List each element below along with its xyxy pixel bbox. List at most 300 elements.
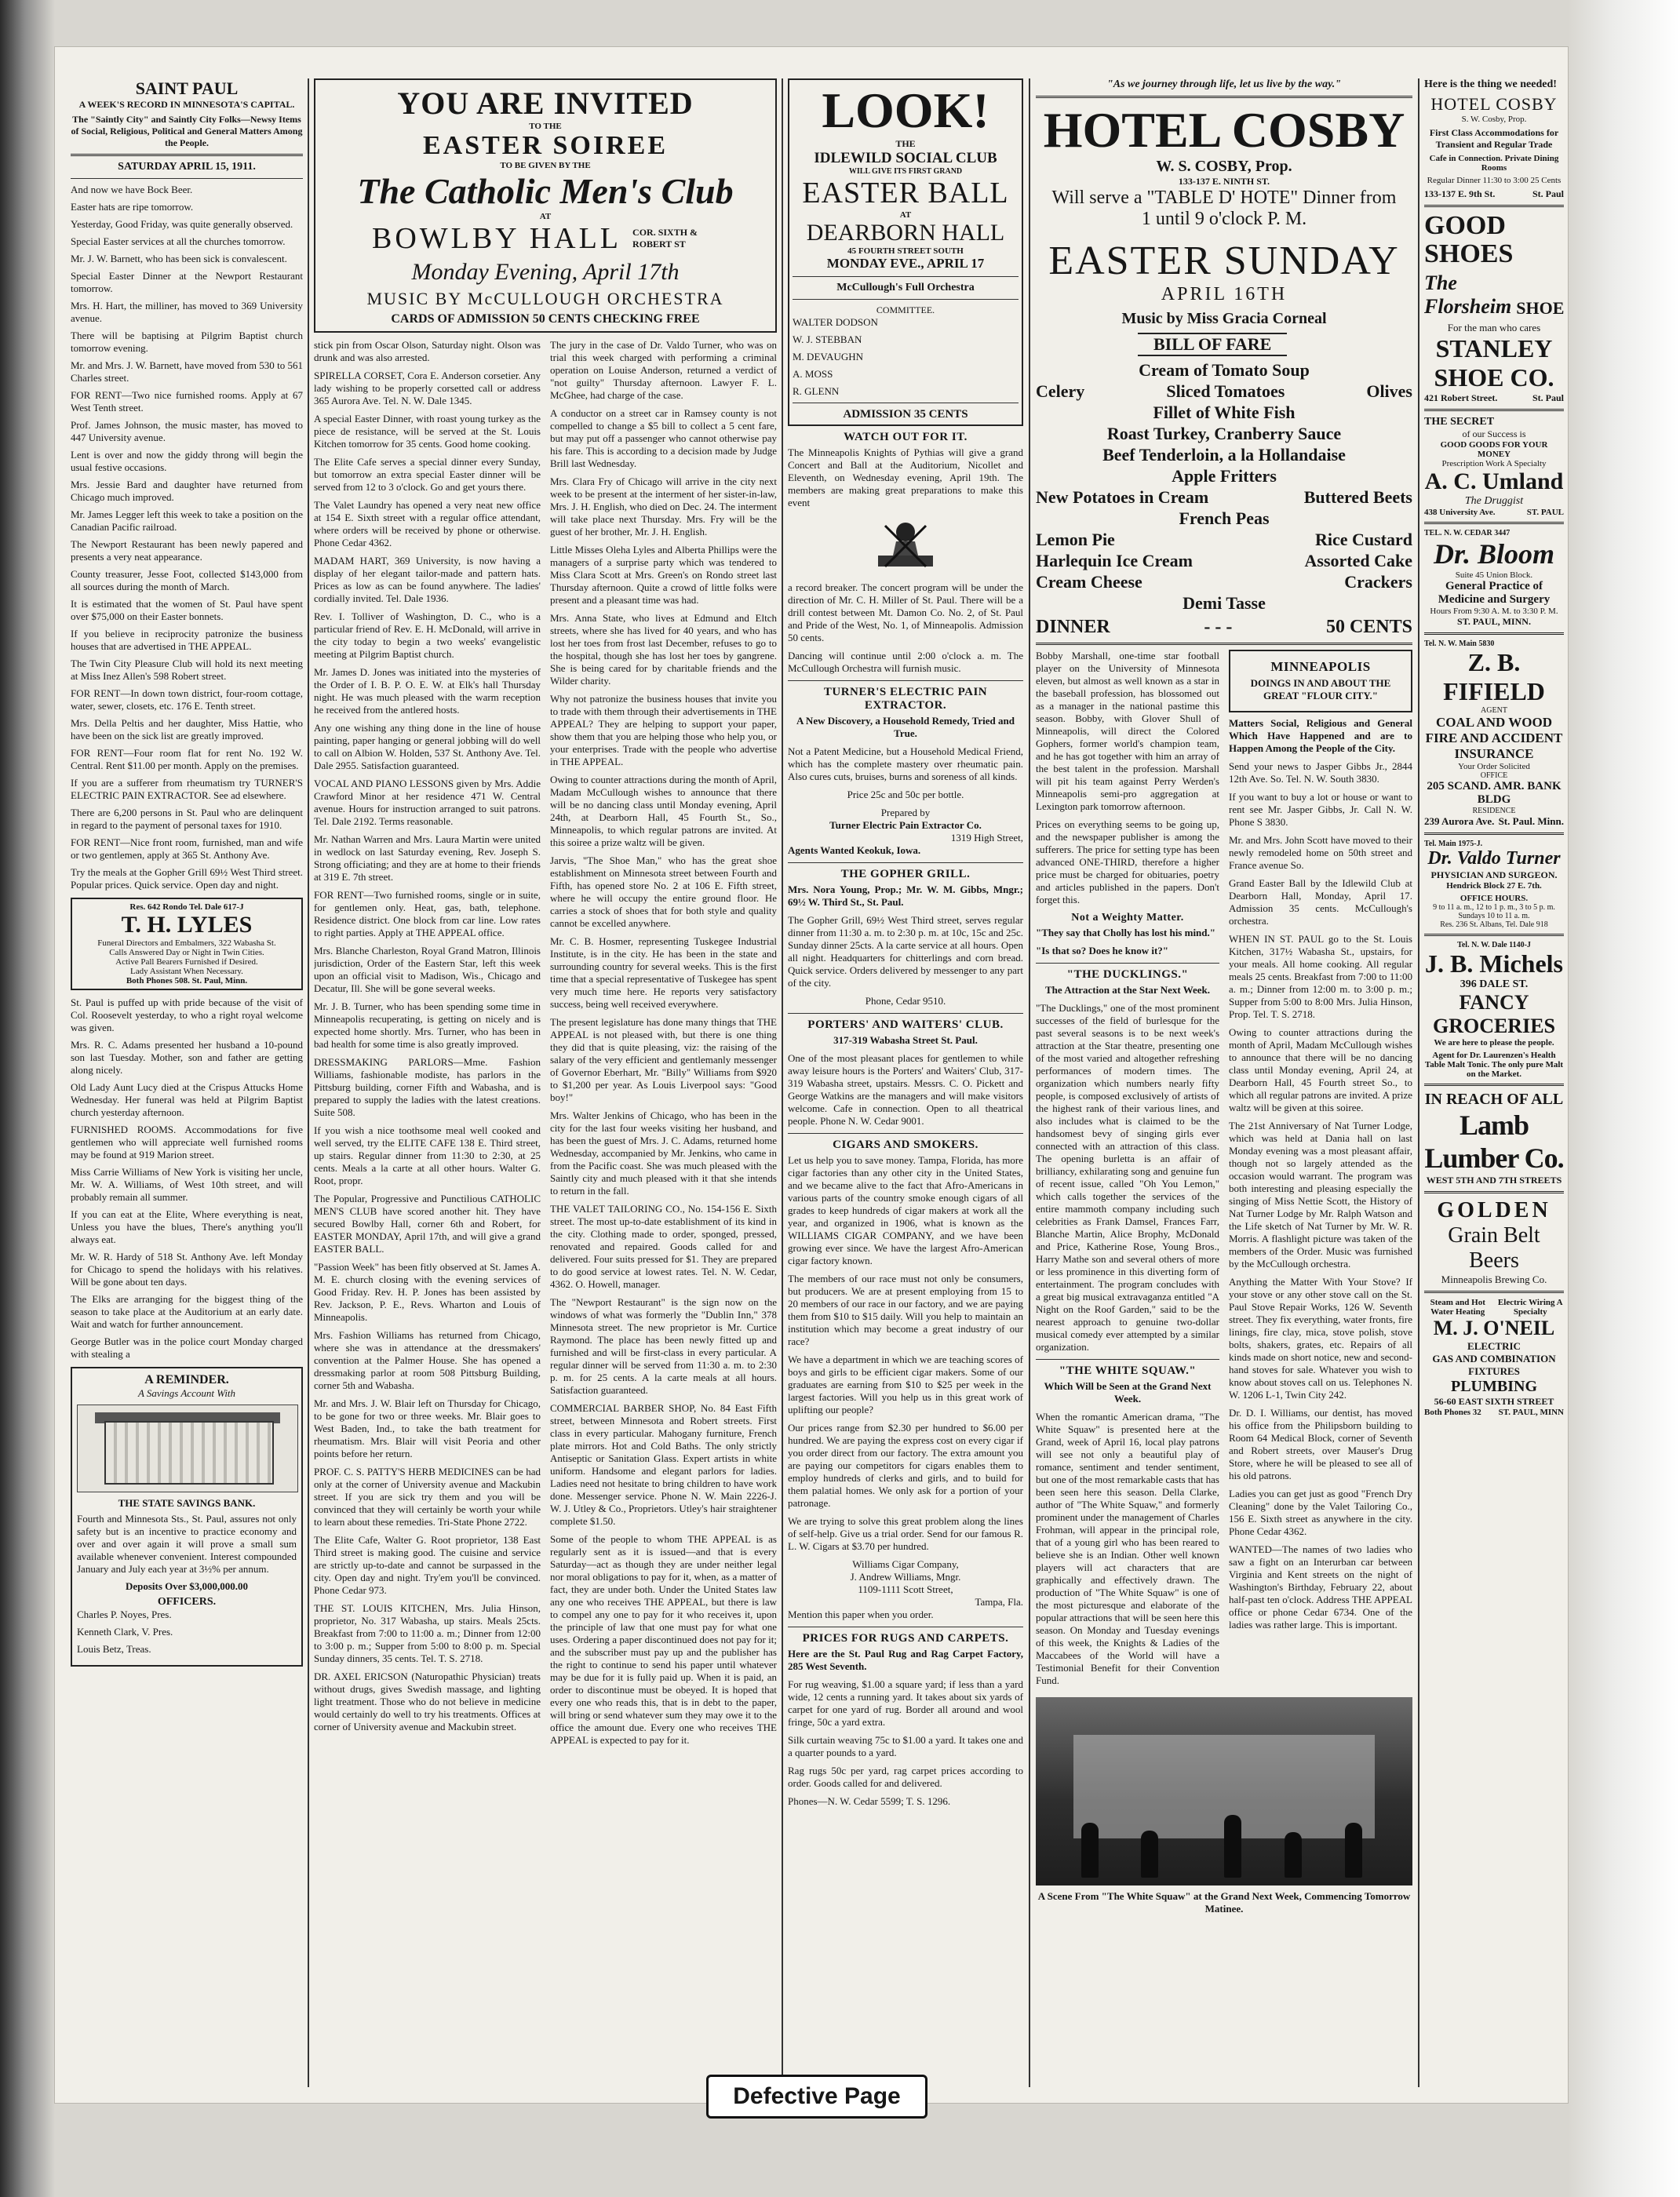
menu-row [1036, 444, 1412, 465]
to-the: TO THE [529, 122, 562, 131]
divider [1036, 963, 1219, 964]
menu-item: Cream of Tomato Soup [1139, 360, 1310, 380]
cigars-city: Tampa, Fla. [975, 1596, 1023, 1608]
squaw-text: When the romantic American drama, "The White Squaw" is presented here at the Grand, week of April 16, local play patrons will see not only a beautiful play of romance, sentiment and tender sentiment, but one of the most remarkable casts that has been seen here this season. Della Clarke, author of "The White Squaw," and formerly prominent under the management of Charles Frohman, will appear in the principal role, that of a young girl who has been reared to believe she is an Indian. Other well known players will act characters that are graphically and effectively drawn. The production of "The White Squaw" is one of the most picturesque and elaborate of the popular attractions that will be seen here this season. On Monday and Tuesday evenings of this week, the Knights & Ladies of the Maccabees of the World will have a Testimonial Benefit for their Convention Fund. [1036, 1411, 1219, 1686]
menu-item: Buttered Beets [1303, 487, 1412, 507]
menu-item: Harlequin Ice Cream [1036, 551, 1193, 570]
easter-ball-ad [788, 78, 1023, 426]
committee-title: COMMITTEE. [876, 304, 935, 315]
news-item: Mr. W. R. Hardy of 518 St. Anthony Ave. left Monday for Chicago to spend the holidays with his relatives. Will be gone about ten days. [71, 1251, 303, 1288]
menu-item: Apple Fritters [1172, 466, 1277, 486]
news-item: The present legislature has done many things that THE APPEAL is not pleased with, but there is one thing they did that is quite pleasing, viz: the raising of the salary of the very efficient and gentlemanly messenger of Governor Eberhart, Mr. "Billy" Williams from $920 to $1,200 per year. As Louis Liverpool says: "Good boy!" [550, 1016, 777, 1103]
news-column-right [1229, 650, 1412, 1692]
florsheim-shoe: SHOE [1516, 298, 1564, 318]
officers-list [77, 1609, 297, 1656]
menu-row [1036, 592, 1412, 614]
tel-line: Tel. Main 1975-J. [1424, 840, 1483, 848]
news-column-left [314, 339, 541, 1752]
fifield-agent: AGENT [1481, 706, 1507, 715]
news-item: County treasurer, Jesse Foot, collected $143,000 from all sources during the month of March. [71, 568, 303, 592]
look-heading: LOOK! [822, 82, 989, 138]
news-item: The Elks are arranging for the biggest thing of the season to take place at the Auditorium at an early date. Wait and watch for further announcement. [71, 1293, 303, 1330]
menu-row [1036, 550, 1412, 571]
hotel-motto: "As we journey through life, let us live by the way." [1106, 78, 1342, 90]
bill-of-fare: BILL OF FARE [1138, 333, 1287, 356]
oneil-city: ST. PAUL, MINN [1498, 1408, 1564, 1417]
rugs-phones: Phones—N. W. Cedar 5599; T. S. 1296. [788, 1795, 951, 1807]
ducklings-text: "The Ducklings," one of the most prominent successes of the field of burlesque for the past several seasons is to be next week's attraction at the Star theatre, presenting one of the most varied and altogether refreshing performances of modern times. The organization which numbers nearly fifty people, is composed exclusively of artists of the highest rank of their various lines, and also includes what is claimed to be the handsomest bevy of singing girls ever connected with an attraction of this class. The opening burletta is an affair of brilliancy, exhilarating song and genuine fun of recent issue, called "Oh You Lemon," which calls together the services of the entire mammoth company including such celebrities as Frank Damsel, Frances Farr, Blanche Martin, Alice Brophy, McDonald and Price, Katherine Rose, Young Bros., Harry Mathe son and several others of more or less prominence in this diverting form of entertainment. The program concludes with a great big musical extravaganza entitled "A Night on the Roof Garden," said to be the nearest approach to genuine two-dollar musical comedy ever attempted by a similar organization. [1036, 1002, 1219, 1353]
news-item: The Twin City Pleasure Club will hold its next meeting at Miss Inez Allen's 598 Robert street. [71, 658, 303, 682]
ball-title: EASTER BALL [802, 177, 1009, 209]
menu-item: Sliced Tomatoes [1166, 381, 1285, 401]
divider [71, 178, 303, 179]
oneil-name: M. J. O'NEIL [1433, 1317, 1555, 1339]
news-column-right [550, 339, 777, 1752]
menu-list [1036, 359, 1412, 614]
oneil-electric: ELECTRIC [1467, 1340, 1521, 1352]
michels-name: J. B. Michels [1425, 949, 1563, 978]
fifield-res-line [1424, 815, 1564, 828]
news-item: VOCAL AND PIANO LESSONS given by Mrs. Addie Crawford Minor at her residence 471 W. Central avenue. Hours for instruction arranged to suit patrons. Tel. Dale 2192. Terms reasonable. [314, 778, 541, 827]
rugs-text: Here are the St. Paul Rug and Rag Carpet Factory, 285 West Seventh. [788, 1648, 1023, 1672]
news-column-left [1036, 650, 1219, 1692]
bank-deposits: Deposits Over $3,000,000.00 [125, 1580, 249, 1592]
soiree-ad [314, 78, 777, 333]
news-item: Dr. D. I. Williams, our dentist, has moved his office from the Philipsborn building to Room 64 Medical Block, corner of Seventh and Robert streets, over Mauser's Drug Store, where he will be pleased to see all of his old patrons. [1229, 1407, 1412, 1481]
news-item: If you can eat at the Elite, Where everything is neat, Unless you have the blues, There's anything you'll always eat. [71, 1208, 303, 1245]
menu-item: Crackers [1344, 572, 1412, 592]
electric-line: Electric Wiring A Specialty [1497, 1298, 1563, 1317]
news-item: If you wish a nice toothsome meal well cooked and well served, try the ELITE CAFE 138 E. Third street, up stairs. Regular dinner from 11:30 to 2:30, at 25 cents. Meals a la carte at all other hours. Walter G. Root, propr. [314, 1124, 541, 1186]
news-item: Mrs. Fashion Williams has returned from Chicago, where she was in attendance at the dressmakers' convention at the Palmer House. She has opened a dressmaking parlor at room 508 Pittsburg Building, corner 5th and Wabasha. [314, 1329, 541, 1391]
ducklings-title: "THE DUCKLINGS." [1066, 968, 1189, 981]
news-item: The jury in the case of Dr. Valdo Turner, who was on trial this week charged with performing a criminal operation on Louise Anderson, returned a verdict of "not guilty" Thursday afternoon. Lawyer F. L. McGhee, had charge of the case. [550, 339, 777, 401]
news-item: Mr. J. B. Turner, who has been spending some time in Minneapolis recuperating, is getting on nicely and is expected home shortly. Mrs. Turner, who has been in bad health for some time is also greatly improved. [314, 1000, 541, 1050]
news-item: Any one wishing any thing done in the line of house painting, paper hanging or general jobbing will do well to call on Albion W. Holden, 537 St. Anthony Ave. Tel. Dale 2955. Satisfaction guaranteed. [314, 722, 541, 771]
orchestra: McCullough's Full Orchestra [836, 282, 975, 293]
oneil-phones: Both Phones 32 [1424, 1408, 1481, 1417]
news-item: The Newport Restaurant has been newly papered and presents a very neat appearance. [71, 538, 303, 563]
watch-text: The Minneapolis Knights of Pythias will give a grand Concert and Ball at the Auditorium, Nicollet and Eleventh, on Wednesday evening, April 19th. The members are making great preparations to make this event [788, 446, 1023, 508]
news-item: Mrs. Walter Jenkins of Chicago, who has been in the city for the last four weeks visiting her husband, and has been the guest of Mrs. J. C. Adams, returned home Wednesday, accompanied by Mr. Jenkins, who came in from the Pacific coast. She was much pleased with the Saintly city and much pleased with it that she intends to return in the fall. [550, 1109, 777, 1197]
menu-item [1193, 550, 1304, 571]
porters-addr: 317-319 Wabasha Street St. Paul. [833, 1034, 978, 1046]
menu-row [1036, 571, 1412, 592]
news-item: Ladies you can get just as good "French Dry Cleaning" done by the Valet Tailoring Co., 156 E. Sixth street as anywhere in the city. Phone Cedar 4362. [1229, 1488, 1412, 1537]
news-items [71, 996, 303, 1361]
news-item: Jarvis, "The Shoe Man," who has the great shoe establishment on Minnesota street between Fourth and Fifth, has opened store No. 2 at 106 E. Fifth street, where he will occupy the entire ground floor. He carries a stock of shoes that for both style and quality cannot be excelled anywhere. [550, 854, 777, 929]
bank-building-illustration [77, 1405, 298, 1492]
turner-co: Turner Electric Pain Extractor Co. [829, 819, 982, 831]
stanley-shoe-co: SHOE CO. [1434, 363, 1554, 392]
news-item: DRESSMAKING PARLORS—Mme. Fashion Williams, fashionable modiste, has parlors in the Pittsburg building, corner Fifth and Wabasha, and is prepared to supply the ladies with the latest creations. Suite 508. [314, 1056, 541, 1118]
cigars-title: CIGARS AND SMOKERS. [833, 1139, 978, 1151]
news-item: stick pin from Oscar Olson, Saturday night. Olson was drunk and was also arrested. [314, 339, 541, 363]
divider [1424, 1084, 1564, 1086]
watch-text: a record breaker. The concert program will be under the direction of Mr. C. H. Miller of St. Paul. There will be a drill contest between Mt. Damon Co. No. 2, of St. Paul and Pride of the West, No. 1, of Minneapolis. Admission 50 cents. [788, 581, 1023, 643]
hotel-name: HOTEL COSBY [1430, 94, 1558, 114]
divider [71, 154, 303, 156]
news-item: Mrs. Anna State, who lives at Edmund and Eltch streets, where she has lived for 40 years, and who has lost her toes from frost last December, refuses to go to the hospital, though she has lost her toes by gangrene. She is being cared for by charitable friends and the Wilder charity. [550, 612, 777, 687]
club-name: IDLEWILD SOCIAL CLUB [814, 150, 997, 166]
news-item: Mr. C. B. Hosmer, representing Tuskegee Industrial Institute, is in the city. He has been in the state and surrounding country for several weeks. This is the first time that a special representative of Tuskegee has spent very much time here. He reports very satisfactory success, being well received everywhere. [550, 935, 777, 1010]
hotel-addr: 133-137 E. 9th St. [1424, 188, 1496, 199]
divider [1036, 643, 1412, 645]
porters-title: PORTERS' AND WAITERS' CLUB. [807, 1018, 1004, 1031]
divider [1424, 632, 1564, 635]
music-line: Music by Miss Gracia Corneal [1121, 310, 1327, 327]
squaw-sub: Which Will be Seen at the Grand Next Week. [1044, 1380, 1212, 1405]
news-item: Why not patronize the business houses that invite you to trade with them through their advertisements in THE APPEAL? They are helping to support your paper, show them that you are helping those who help you, or your enterprises. Trade with the people who advertise in THE APPEAL. [550, 693, 777, 767]
divider [1036, 1359, 1219, 1360]
fifield-city: St. Paul. Minn. [1498, 815, 1564, 827]
divider [1424, 1291, 1564, 1293]
bank-name: THE STATE SAVINGS BANK. [118, 1497, 256, 1509]
menu-item [1115, 529, 1315, 550]
bloom-hours: Hours From 9:30 A. M. to 3:30 P. M. [1430, 607, 1558, 616]
news-item: A conductor on a street car in Ramsey county is not compelled to change a $5 bill to collect a 5 cent fare, but may put off a passenger who cannot otherwise pay his fare. This is according to a decision made by Judge Brill last Wednesday. [550, 407, 777, 469]
news-item: Little Misses Oleha Lyles and Alberta Phillips were the managers of a surprise party which was tendered to Miss Clara Scott at Mrs. Green's on Rondo street last Thursday afternoon. Quite a crowd of little folks were present and a pleasant time was had. [550, 544, 777, 606]
easter-date: APRIL 16TH [1161, 284, 1288, 304]
hotel-name: HOTEL COSBY [1043, 102, 1405, 158]
newspaper-page [55, 47, 1568, 2103]
bank-text: Fourth and Minnesota Sts., St. Paul, assures not only safety but is an incentive to practice economy and over and over again it will prove a small sum available whenever convenient. Interest compounded January and July each year at 3½% per annum. [77, 1513, 297, 1575]
officer: Kenneth Clark, V. Pres. [77, 1626, 173, 1638]
divider [1424, 205, 1564, 207]
news-columns [314, 339, 777, 1752]
stanley-addr: 421 Robert Street. [1424, 392, 1498, 403]
gopher-text: Mrs. Nora Young, Prop.; Mr. W. M. Gibbs, Mngr.; 69½ W. Third St., St. Paul. [788, 884, 1023, 908]
brewing-co: Minneapolis Brewing Co. [1441, 1273, 1547, 1285]
menu-item: Lemon Pie [1036, 530, 1115, 549]
news-item: Mrs. Della Peltis and her daughter, Miss Hattie, who have been on the sick list are greatly improved. [71, 717, 303, 741]
cigars-mention: Mention this paper when you order. [788, 1609, 934, 1620]
hotel-prop: W. S. COSBY, Prop. [1156, 158, 1292, 175]
news-item: Anything the Matter With Your Stove? If your stove or any other stove call on the St. Paul Stove Repair Works, 126 W. Seventh street. They fix everything, water fronts, fire linings, fire clay, mica, stove polish, stove bolts, shakers, grates, etc. Repairs of all kinds made on short notice, new and second-hand stoves for sale. Whatever you wish to know about stoves call on us. Telephones N. W. 1206 L-1, Twin City 242. [1229, 1276, 1412, 1401]
shoes-label: SHOES [1424, 239, 1514, 268]
grain-belt: Grain Belt Beers [1448, 1223, 1540, 1273]
fifield-patronage: Your Order Solicited [1458, 762, 1530, 771]
hotel-address-line [1424, 188, 1564, 200]
minneapolis-title: MINNEAPOLIS [1270, 659, 1371, 674]
lyles-phones: Res. 642 Rondo Tel. Dale 617-J [129, 902, 244, 912]
reminder-sub: A Savings Account With [137, 1387, 236, 1399]
turner-title: TURNER'S ELECTRIC PAIN EXTRACTOR. [823, 686, 988, 712]
given-by: TO BE GIVEN BY THE [500, 161, 591, 170]
column-rule [1418, 78, 1419, 2087]
hotel-cafe: Cafe in Connection. Private Dining Rooms [1429, 154, 1559, 173]
news-item: If you believe in reciprocity patronize the business houses that are advertised in THE APPEAL. [71, 628, 303, 652]
issue-date: SATURDAY APRIL 15, 1911. [118, 161, 256, 173]
news-item: Mr. James Legger left this week to take a position on the Canadian Pacific railroad. [71, 508, 303, 533]
news-item: Owing to counter attractions during the month of April, Madam McCullough wishes to announce that there will be no dancing class until Monday evening, April 24th, at Dearborn Hall, 45 Fourth St., So., Minneapolis, to which regular patrons are invited. At this soiree a prize waltz will be given. [550, 774, 777, 848]
news-item: MADAM HART, 369 University, is now having a display of her elegant tailor-made and pattern hats. Prices as low as can be found anywhere. The ladies' cordially invited. Tel. Dale 1936. [314, 555, 541, 604]
tel-line: Tel. N. W. Dale 1140-J [1457, 941, 1531, 949]
hall-address: COR. SIXTH & ROBERT ST [632, 227, 698, 250]
news-item: PROF. C. S. PATTY'S HERB MEDICINES can be had only at the corner of University avenue and Mackubin street. If you are sick try them and you will be convinced that they will certainly be worth your while to learn about these remedies. Tri-State Phone 2722. [314, 1466, 541, 1528]
news-item: Mrs. Jessie Bard and daughter have returned from Chicago much improved. [71, 479, 303, 503]
news-item: FOR RENT—In down town district, four-room cottage, water, sewer, closets, etc. 176 E. Tenth street. [71, 687, 303, 712]
news-item: A special Easter Dinner, with roast young turkey as the piece de resistance, will be served at the St. Louis Kitchen tomorrow for 35 cents. Good home cooking. [314, 413, 541, 450]
tel-line: Tel. N. W. Main 5830 [1424, 639, 1495, 648]
news-item: St. Paul is puffed up with pride because of the visit of Col. Roosevelt yesterday, to who a right royal welcome was given. [71, 996, 303, 1033]
masthead-description: The "Saintly City" and Saintly City Folks—Newsy Items of Social, Religious, Political and General Matters Among the People. [71, 114, 303, 148]
turner-title: PHYSICIAN AND SURGEON. [1430, 869, 1558, 880]
news-item: Owing to counter attractions during the month of April, Madam McCullough wishes to announce that there will be no dancing class until Monday evening, April 24, at Dearborn Hall, 45 Fourth street So., to which all regular patrons are invited. A prize waltz will be given at this soiree. [1229, 1026, 1412, 1113]
news-item: SPIRELLA CORSET, Cora E. Anderson corsetier. Any lady wishing to be properly corsetted call or address 365 Aurora Ave. Tel. N. W. Dale 1345. [314, 370, 541, 406]
white-squaw-photo [1036, 1697, 1412, 1885]
fifield-residence: RESIDENCE [1472, 807, 1516, 815]
lyles-line: Both Phones 508. St. Paul, Minn. [126, 976, 248, 986]
at-label: AT [539, 212, 552, 221]
hotel-first: First Class Accommodations for Transient and Regular Trade [1429, 127, 1559, 150]
news-item: Mr. and Mrs. J. W. Blair left on Thursday for Chicago, to be gone for two or three weeks. Mr. Blair goes to West Baden, Ind., to take the bath treatment for rheumatism. Mrs. Blair will visit Peoria and other points before her return. [314, 1397, 541, 1459]
lyles-line: Lady Assistant When Necessary. [130, 967, 243, 976]
oneil-fixtures: FIXTURES [1468, 1365, 1520, 1377]
hotel-addr: 133-137 E. NINTH ST. [1178, 176, 1270, 187]
menu-item: Demi Tasse [1183, 593, 1266, 613]
good-label: GOOD [1424, 211, 1506, 240]
turner-agents: Agents Wanted Keokuk, Iowa. [788, 844, 921, 856]
lyles-line: Calls Answered Day or Night in Twin Cities. [109, 948, 264, 957]
news-item: And now we have Bock Beer. [71, 184, 193, 195]
news-item: It is estimated that the women of St. Paul have spent over $75,000 on their Easter bonnets. [71, 598, 303, 622]
oneil-gas: GAS AND COMBINATION [1432, 1353, 1556, 1364]
dinner-dashes: - - - [1204, 617, 1233, 637]
news-item: The Elite Cafe serves a special dinner every Sunday, but tomorrow an extra special Easter dinner will be served from 12 to 3 o'clock. Go and get yours there. [314, 456, 541, 493]
menu-item: Rice Custard [1314, 530, 1412, 549]
serve-line: 1 until 9 o'clock P. M. [1141, 209, 1307, 229]
news-item: Old Lady Aunt Lucy died at the Crispus Attucks Home Wednesday. Her funeral was held at Pilgrim Baptist church yesterday afternoon. [71, 1081, 303, 1118]
fifield-fire: FIRE AND ACCIDENT INSURANCE [1425, 731, 1563, 761]
news-item: DR. AXEL ERICSON (Naturopathic Physician) treats without drugs, gives Swedish massage, and lighting light treatment. Those who do not believe in medicine would certainly do well to try his treatments. Offices at corner of University avenue and Mackubin street. [314, 1671, 541, 1732]
column-catholic-club [314, 78, 777, 2087]
menu-row [1036, 465, 1412, 486]
ducklings-sub: The Attraction at the Star Next Week. [1044, 984, 1211, 996]
bloom-city: ST. PAUL, MINN. [1457, 616, 1531, 627]
secret-line: of our Success is [1462, 428, 1526, 439]
umland-address-line [1424, 508, 1564, 517]
column-hotel-cosby [1036, 78, 1412, 2087]
stanley-address-line [1424, 392, 1564, 404]
defective-page-text: Defective Page [733, 2083, 901, 2109]
officer: Charles P. Noyes, Pres. [77, 1609, 172, 1620]
secret-line: THE SECRET [1424, 416, 1495, 428]
news-item: FURNISHED ROOMS. Accommodations for five gentlemen who will appreciate well furnished rooms may be found at 919 Marion street. [71, 1124, 303, 1160]
menu-item: Beef Tenderloin, a la Hollandaise [1102, 445, 1346, 465]
news-item: Easter hats are ripe tomorrow. [71, 201, 194, 213]
menu-item: Olives [1366, 381, 1412, 401]
lamb-name: Lamb Lumber Co. [1424, 1109, 1564, 1174]
news-columns [1036, 650, 1412, 1692]
defective-page-label [706, 2075, 927, 2119]
rugs-text: Rag rugs 50c per yard, rag carpet prices according to order. Goods called for and delivered. [788, 1765, 1023, 1789]
here-line: Here is the thing we needed! [1424, 78, 1557, 90]
hall-line [323, 221, 767, 256]
fifield-coal: COAL AND WOOD [1436, 715, 1552, 730]
news-item: The Valet Laundry has opened a very neat new office at 154 E. Sixth street with a regular office attendant, where orders will be received by phone or otherwise. Phone Cedar 4362. [314, 499, 541, 548]
cigars-text: Let us help you to save money. Tampa, Florida, has more cigar factories than any other city in the United States, and we became alive to the fact that Afro-Americans in various parts of the country smoke enough cigars of all grades to keep hundreds of cigar makers at work all the year, and organized in 1906, what is known as the WILLIAMS CIGAR COMPANY, and we have been growing ever since. We have the largest Afro-American cigar factory known. [788, 1154, 1023, 1266]
committee-member: R. GLENN [793, 385, 840, 397]
hours-line: 9 to 11 a. m., 12 to 1 p. m., 3 to 5 p. m. [1433, 903, 1555, 912]
committee-members [793, 316, 1019, 398]
news-item: FOR RENT—Two furnished rooms, single or in suite, for gentlemen only. Heat, gas, bath, telephone. Residence district. One block from car line. Low rates to right parties. Apply at THE APPEAL office. [314, 889, 541, 938]
divider [1424, 409, 1564, 411]
hall-name: BOWLBY HALL [371, 222, 622, 255]
dinner-price: 50 CENTS [1325, 617, 1412, 637]
fancy-groceries: FANCY GROCERIES [1432, 991, 1556, 1037]
news-item: The Elite Cafe, Walter G. Root proprietor, 138 East Third street is making good. The cuisine and service are strictly up-to-date and cannot be surpassed in the city. Open day and night. Try'em you'll be convinced. Phone Cedar 973. [314, 1534, 541, 1596]
turner-name: Dr. Valdo Turner [1427, 848, 1561, 869]
turner-res: Res. 236 St. Albans, Tel. Dale 918 [1440, 920, 1548, 929]
rx-line: Prescription Work A Specialty [1441, 459, 1547, 468]
at-label: AT [899, 210, 912, 220]
will-give: WILL GIVE ITS FIRST GRAND [848, 167, 963, 176]
lyles-ad [71, 898, 303, 990]
turner-text: A New Discovery, a Household Remedy, Tried and True. [796, 715, 1015, 739]
news-item: Lent is over and now the giddy throng will begin the usual festive occasions. [71, 449, 303, 473]
news-items [1229, 760, 1412, 1631]
committee-member: A. MOSS [793, 368, 833, 380]
officers-title: OFFICERS. [157, 1596, 217, 1608]
turner-block: Hendrick Block 27 E. 7th. [1446, 881, 1542, 891]
news-item: Mrs. R. C. Adams presented her husband a 10-pound son last Tuesday. Mother, son and father are getting along nicely. [71, 1039, 303, 1076]
turner-addr: 1319 High Street, [950, 832, 1023, 843]
masthead-subtitle: A WEEK'S RECORD IN MINNESOTA'S CAPITAL. [78, 99, 295, 110]
soiree-title: EASTER SOIREE [422, 131, 669, 160]
menu-item [1142, 571, 1344, 592]
column-saint-paul [71, 78, 303, 2087]
watch-title: WATCH OUT FOR IT. [844, 431, 968, 443]
fifield-res: 239 Aurora Ave. [1424, 815, 1495, 827]
agent-line: Agent for Dr. Laurenzen's Health Table Malt Tonic. The only pure Malt on the Market. [1424, 1051, 1564, 1079]
cards-line: CARDS OF ADMISSION 50 CENTS CHECKING FREE [391, 312, 700, 326]
serve-line: Will serve a "TABLE D' HOTE" Dinner from [1051, 188, 1397, 208]
rugs-text: For rug weaving, $1.00 a square yard; if less than a yard wide, 12 cents a running yard. It takes about six yards of carpet for one yard of rug. Border all around and wool fringe, 50c a yard extra. [788, 1678, 1023, 1728]
hotel-prop: S. W. Cosby, Prop. [1461, 115, 1527, 124]
oneil-services [1424, 1298, 1564, 1317]
secret-line: GOOD GOODS FOR YOUR MONEY [1440, 440, 1548, 459]
florsheim-name: The Florsheim [1424, 271, 1512, 318]
menu-row [1036, 359, 1412, 381]
committee-member: W. J. STEBBAN [793, 333, 862, 345]
squaw-title: "THE WHITE SQUAW." [1059, 1364, 1197, 1377]
turner-price: Price 25c and 50c per bottle. [847, 789, 964, 800]
news-item: Rev. I. Tolliver of Washington, D. C., who is a particular friend of Rev. E. H. McDonald, will arrive in the city today to begin a two weeks' evangelistic meeting at Pilgrim Baptist church. [314, 610, 541, 660]
fifield-addr: 205 SCAND. AMR. BANK BLDG [1427, 780, 1562, 806]
tel-line: TEL. N. W. CEDAR 3447 [1424, 529, 1511, 537]
menu-row [1036, 529, 1412, 550]
news-item: Mrs. H. Hart, the milliner, has moved to 369 University avenue. [71, 300, 303, 324]
fifield-office: OFFICE [1480, 771, 1508, 780]
steam-line: Steam and Hot Water Heating [1430, 1298, 1485, 1317]
turner-text: Not a Patent Medicine, but a Household Medical Friend, which has the complete mastery over rheumatic pain. Also cures cuts, bruises, burns and soreness of all kinds. [788, 745, 1023, 782]
cigars-text: We are trying to solve this great problem along the lines of self-help. Give us a trial order. Send for our famous R. L. W. Cigars at $3.70 per hundred. [788, 1515, 1023, 1552]
menu-row [1036, 381, 1412, 402]
the-label: THE [895, 138, 916, 149]
rugs-text: Silk curtain weaving 75c to $1.00 a yard. It takes one and a quarter pounds to a yard. [788, 1734, 1023, 1758]
news-item: THE ST. LOUIS KITCHEN, Mrs. Julia Hinson, proprietor, No. 317 Wabasha, up stairs. Meals 25cts. Breakfast from 7:00 to 11:00 a. m.; Dinner from 12:00 to 3:00 p. m.; Supper from 5:00 to 8:00 p. m. Special Sunday dinners, 35 cents. Tel. T. S. 2718. [314, 1602, 541, 1664]
divider [1424, 522, 1564, 524]
office-hours: OFFICE HOURS. [1460, 894, 1529, 903]
minneapolis-desc: Matters Social, Religious and General Which Have Happened and are to Happen Among the People of the City. [1229, 717, 1412, 754]
lyles-line: Funeral Directors and Embalmers, 322 Wabasha St. [97, 938, 276, 948]
minneapolis-sub: DOINGS IN AND ABOUT THE GREAT "FLOUR CITY." [1250, 677, 1391, 701]
news-item: If you are a sufferer from rheumatism try TURNER'S ELECTRIC PAIN EXTRACTOR. See ad elsewhere. [71, 777, 303, 801]
stanley-city: St. Paul [1532, 392, 1564, 403]
rugs-title: PRICES FOR RUGS AND CARPETS. [802, 1632, 1009, 1645]
news-item: Special Easter services at all the churches tomorrow. [71, 235, 286, 247]
weighty-text: "They say that Cholly has lost his mind." [1036, 927, 1215, 938]
fifield-name: Z. B. FIFIELD [1443, 648, 1545, 705]
knight-emblem-icon [788, 515, 1023, 581]
easter-sunday: EASTER SUNDAY [1048, 239, 1400, 283]
news-item: Prof. James Johnson, the music master, has moved to 447 University avenue. [71, 419, 303, 443]
please-line: We are here to please the people. [1434, 1038, 1554, 1047]
watch-text: Dancing will continue until 2:00 o'clock a. m. The McCullough Orchestra will furnish music. [788, 650, 1023, 674]
bank-ad [71, 1367, 303, 1667]
news-item: George Butler was in the police court Monday charged with stealing a [71, 1335, 303, 1360]
menu-item: Celery [1036, 381, 1085, 401]
event-date: Monday Evening, April 17th [411, 259, 680, 285]
menu-row [1036, 508, 1412, 529]
minneapolis-header [1229, 650, 1412, 712]
reach-line: IN REACH OF ALL [1424, 1091, 1564, 1108]
weighty-text: "Is that so? Does he know it?" [1036, 945, 1169, 956]
golden-label: GOLDEN [1437, 1198, 1551, 1222]
committee-member: M. DEVAUGHN [793, 351, 864, 363]
menu-row [1036, 423, 1412, 444]
dinner-price-line [1036, 617, 1412, 638]
column-idlewild [788, 78, 1023, 2087]
for-man: For the man who cares [1447, 322, 1541, 333]
column-rule [308, 78, 309, 2087]
umland-city: ST. PAUL [1526, 508, 1564, 517]
news-item: The "Newport Restaurant" is the sign now on the windows of what was formerly the "Dublin Inn," 378 Minnesota street. The new proprietor is Mr. Curtice Raymond. The place has been newly fitted up and furnished and will be first-class in every particular. A regular dinner will be served from 11:30 a. m. to 2:30 p. m. for 25 cents. A la carte meals at all hours. Satisfaction guaranteed. [550, 1296, 777, 1396]
news-item: FOR RENT—Two nice furnished rooms. Apply at 67 West Tenth street. [71, 389, 303, 414]
news-item: Mrs. Clara Fry of Chicago will arrive in the city next week to be present at the interment of her sister-in-law, Mrs. J. H. English, who died on Dec. 24. The interment will take place next Thursday. Mrs. Fry will be the guest of her brother, Mr. J. H. English. [550, 475, 777, 537]
news-item: Mr. J. W. Barnett, who has been sick is convalescent. [71, 253, 287, 264]
news-item: WHEN IN ST. PAUL go to the St. Louis Kitchen, 317½ Wabasha St., upstairs, for your meals. All home cooking. All regular meals 25 cents. Breakfast from 7:00 to 11:00 a. m.; Dinner from 12:00 m. to 3:00 p. m.; Supper from 5:00 to 8:00 Mrs. Julia Hinson, Prop. Tel. T. S. 2718. [1229, 933, 1412, 1020]
news-item: The Popular, Progressive and Punctilious CATHOLIC MEN'S CLUB have scored another hit. They have secured Bowlby Hall, corner 6th and Robert, for EASTER MONDAY, April 17th, and will give a grand EASTER BALL. [314, 1193, 541, 1255]
news-item: Prices on everything seems to be going up, and the newspaper publisher is among the sufferers. The price for setting type has been advanced ONE-THIRD, therefore a higher price must be charged for obituaries, poetry and articles published in the papers. Don't forget this. [1036, 818, 1219, 905]
news-item: There will be baptising at Pilgrim Baptist church tomorrow evening. [71, 330, 303, 354]
reminder-title: A REMINDER. [144, 1373, 229, 1386]
divider [788, 1133, 1023, 1134]
menu-row [1036, 486, 1412, 508]
news-item: Miss Carrie Williams of New York is visiting her uncle, Mr. W. A. Williams, of West 10th street, and will probably remain all summer. [71, 1166, 303, 1203]
menu-item: New Potatoes in Cream [1036, 487, 1209, 507]
hotel-regular: Regular Dinner 11:30 to 3:00 25 Cents [1427, 176, 1562, 185]
porters-text: One of the most pleasant places for gentlemen to while away leisure hours is the Porters' and Waiters' Club, 317-319 Wabasha street, upstairs. Messrs. C. O. Pickett and George Watkins are the managers and will make visitors welcome. Cafe in connection. Open to all theatrical people. Phone N. W. Cedar 9001. [788, 1052, 1023, 1127]
scan-right-edge [1568, 0, 1680, 2197]
divider [788, 680, 1023, 681]
news-item: FOR RENT—Four room flat for rent No. 192 W. Central. Rent $11.00 per month. Apply on the premises. [71, 747, 303, 771]
news-item: Bobby Marshall, one-time star football player on the University of Minnesota eleven, but almost as well known as a star in the baseball profession, has blossomed out as a manager in the national pastime this season. Bobby, with Glover Shull of Minneapolis, will direct the Colored Gophers, former world's champion team, and he has got together with him an array of the best talent in the profession. Marshall will pit his team against Perry Werden's Minneapolis semi-pro aggregation at Lexington park tomorrow afternoon. [1036, 650, 1219, 812]
hours-line: Sundays 10 to 11 a. m. [1458, 912, 1530, 920]
cigars-manager: J. Andrew Williams, Mngr. [850, 1571, 961, 1583]
cigars-company: Williams Cigar Company, [852, 1558, 959, 1570]
news-item: There are 6,200 persons in St. Paul who are delinquent in regard to the payment of personal taxes for 1910. [71, 807, 303, 831]
scan-left-edge [0, 0, 55, 2197]
column-rule [1029, 78, 1030, 2087]
club-name: The Catholic Men's Club [357, 171, 734, 211]
news-item: Try the meals at the Gopher Grill 69½ West Third street. Popular prices. Quick service. Open day and night. [71, 866, 303, 891]
umland-name: A. C. Umland [1424, 468, 1564, 494]
news-item: COMMERCIAL BARBER SHOP, No. 84 East Fifth street, between Minnesota and Robert streets. First class in every particular. Mahogany furniture, French plate mirrors. Hot and Cold Baths. The only strictly Antiseptic or Sanitation Glass. Expert artists in white uniform. Handsome and elegant parlors for ladies. Ladies need not hesitate to bring children to have work done. Messenger service. Phone N. W. Main 2226-J. W. J. Utley & Co., Proprietors. Utley's hair straightener complete $1.50. [550, 1402, 777, 1527]
dinner-label: DINNER [1036, 617, 1110, 637]
committee-member: WALTER DODSON [793, 316, 878, 328]
